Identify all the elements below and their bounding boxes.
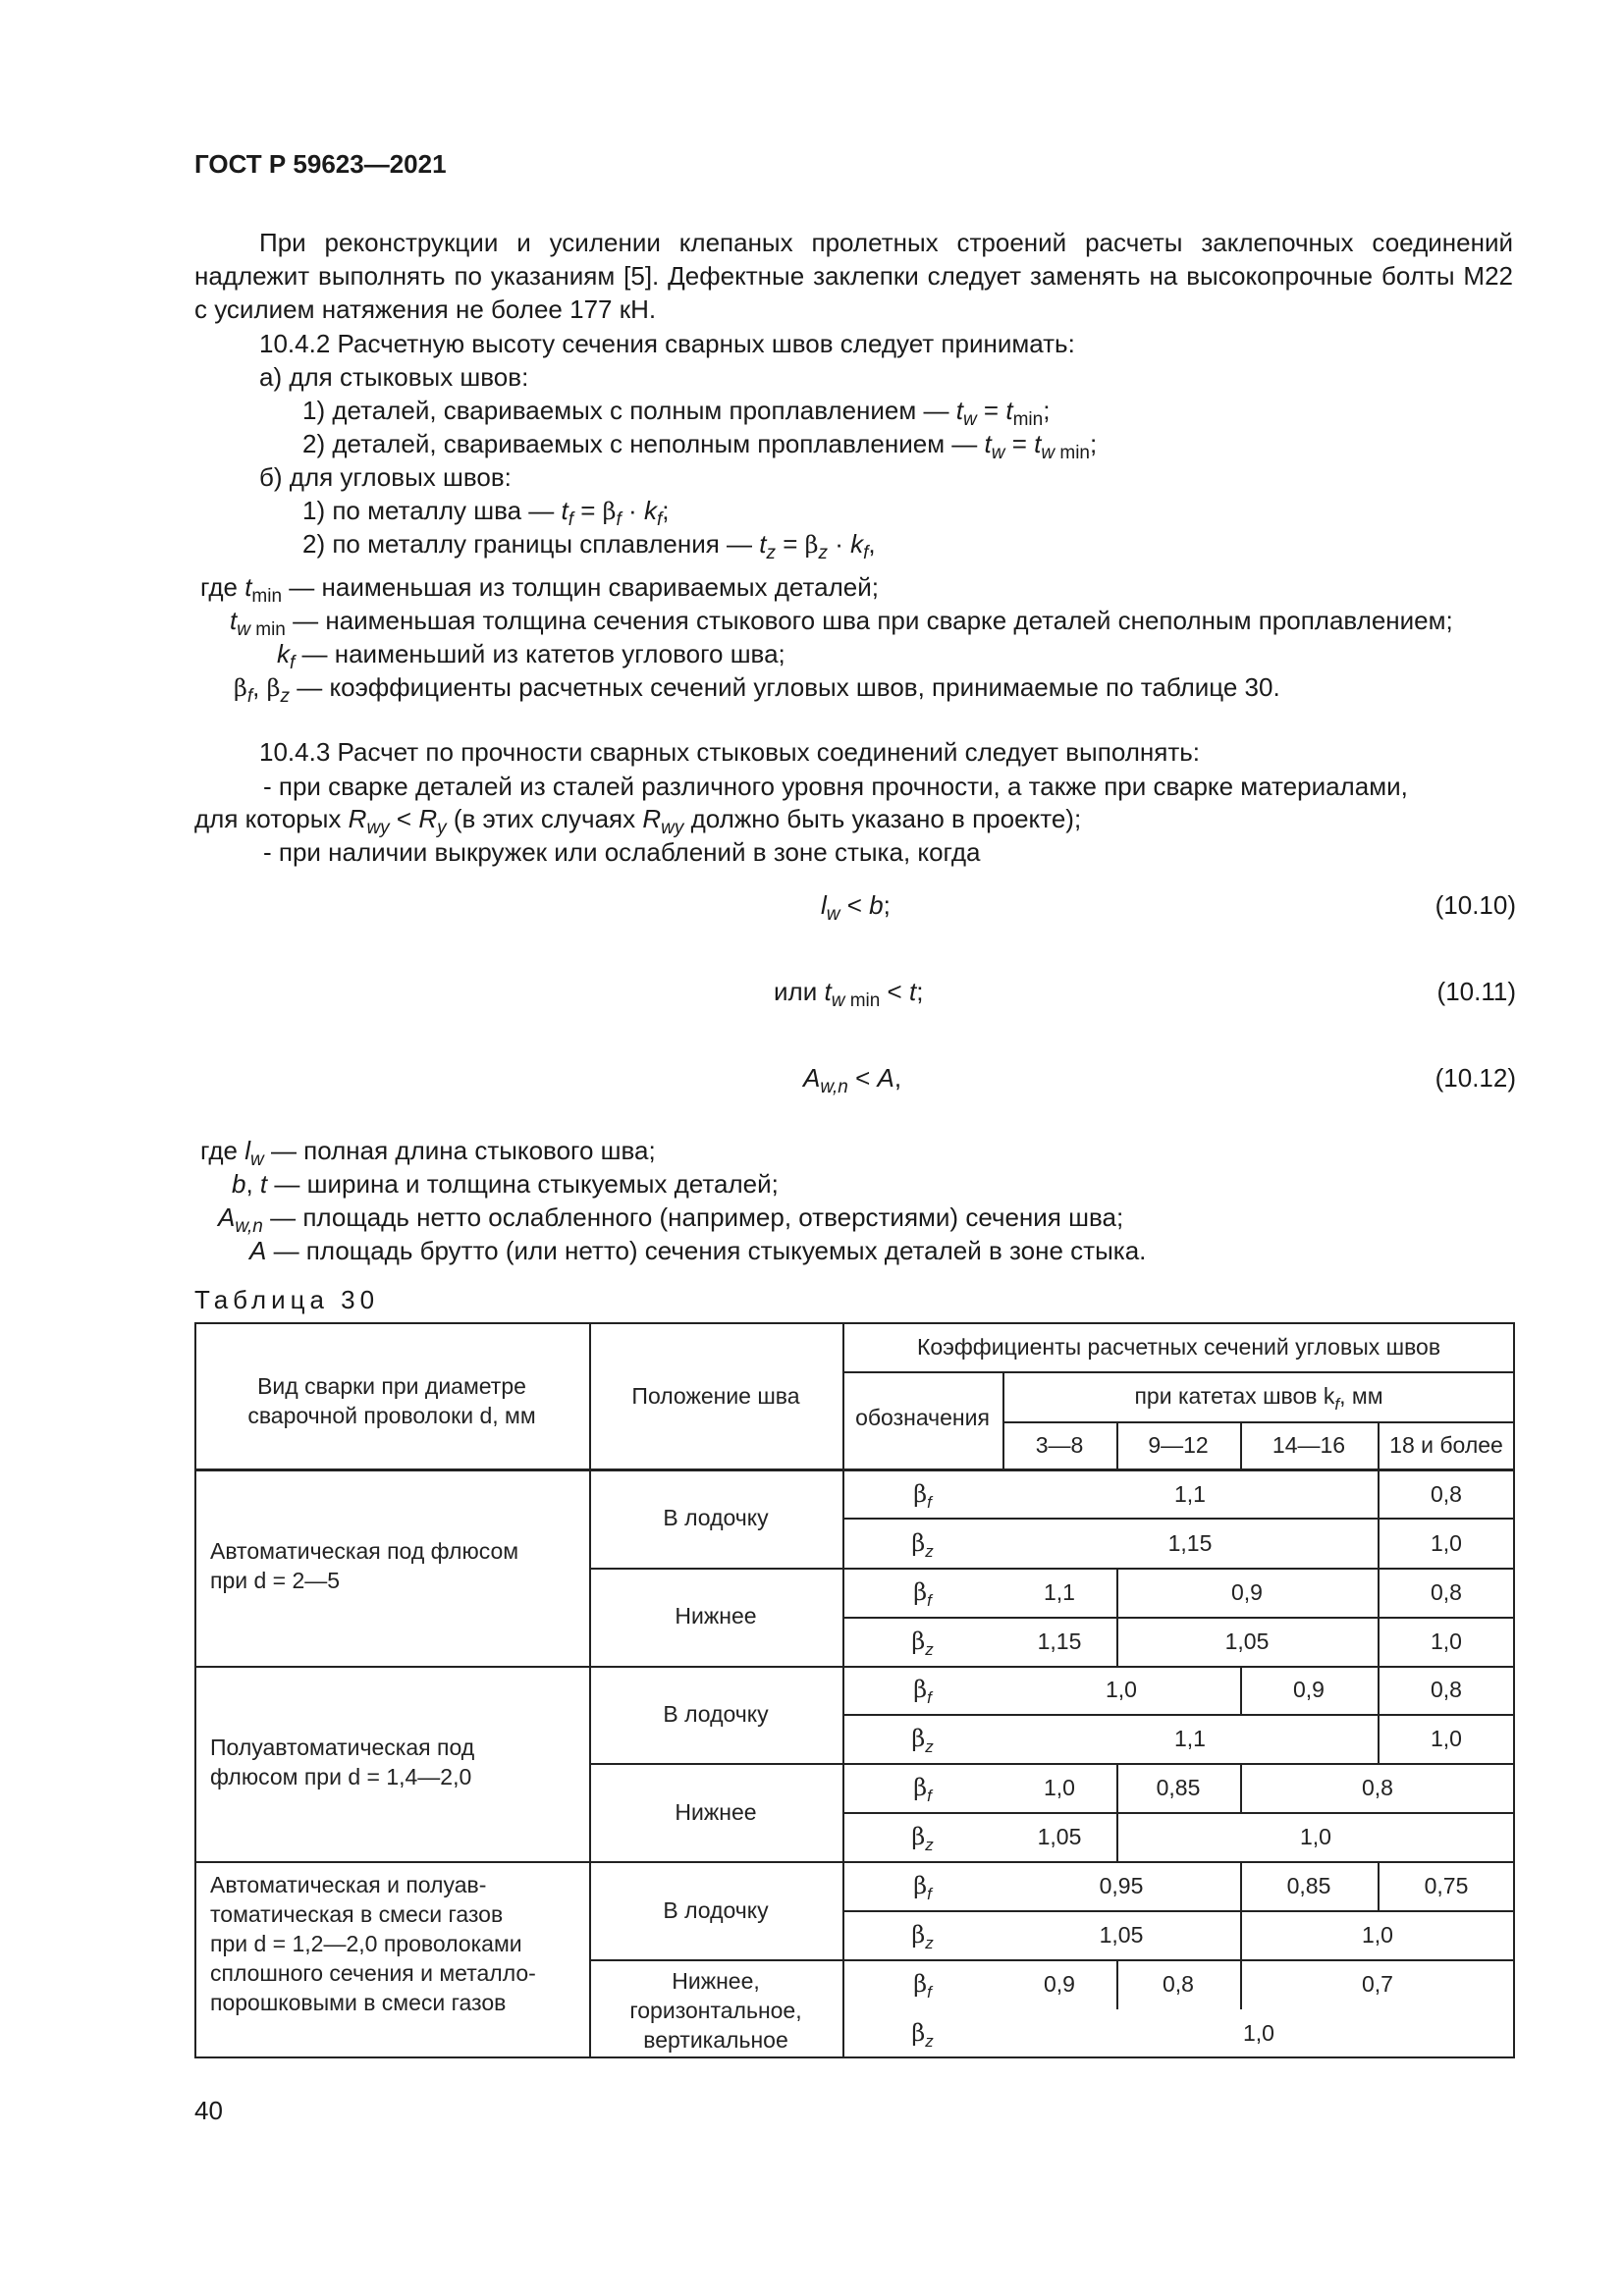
def-twmin: $t_{w min}$ — наименьшая толщина сечения стыкового шва при сварке деталей снеполным проплавлением; [230,606,1453,640]
equation-number-10-12: (10.12) [1435,1063,1516,1093]
position-flat: Нижнее [675,1603,757,1629]
header-welding-type: Вид сварки при диаметре сварочной проволоки d, мм [247,1373,536,1428]
value-cell: 1,0 [1431,1726,1462,1751]
value-cell: 0,9 [1044,1971,1075,1997]
value-cell: 1,0 [1362,1922,1393,1948]
item-b2: 2) по металлу границы сплавления — $t_z = \beta_z \cdot k_f$, [302,529,876,563]
header-range-9-12: 9—12 [1148,1432,1209,1458]
def-tmin: где $t_{min}$ — наименьшая из толщин свариваемых деталей; [200,572,879,607]
def-kf: $k_f$ — наименьший из катетов углового шва; [277,639,785,673]
symbol-beta-z: $\beta_z$ [911,1725,934,1756]
symbol-beta-f: $\beta_f$ [913,1676,932,1707]
item-b1: 1) по металлу шва — $t_f = \beta_f \cdot k_f$; [302,496,670,530]
value-cell: 1,15 [1167,1530,1213,1556]
value-cell: 1,1 [1044,1579,1075,1605]
section-10-4-3-heading: 10.4.3 Расчет по прочности сварных стыковых соединений следует выполнять: [259,737,1201,767]
position-boat: В лодочку [663,1897,769,1923]
position-flat-horizontal-vertical: Нижнее, горизонтальное, вертикальное [629,1968,802,2053]
symbol-beta-f: $\beta_f$ [913,1578,932,1610]
def-a: A — площадь брутто (или нетто) сечения стыкуемых деталей в зоне стыка. [249,1236,1147,1265]
symbol-beta-f: $\beta_f$ [913,1970,932,2002]
table-row-line [842,1714,1515,1716]
table-head-line [1002,1421,1515,1423]
value-cell: 1,0 [1431,1629,1462,1654]
section-10-4-2-heading: 10.4.2 Расчетную высоту сечения сварных швов следует принимать: [259,329,1075,358]
welding-type-semi-auto-flux: Полуавтоматическая под флюсом при d = 1,4—2,0 [210,1735,475,1789]
table-caption: Таблица 30 [194,1285,380,1314]
header-range-18-plus: 18 и более [1389,1432,1503,1458]
position-boat: В лодочку [663,1505,769,1530]
table-border-left [194,1322,196,2058]
item-a-label: а) для стыковых швов: [259,362,529,392]
header-designation: обозначения [855,1405,990,1430]
table-group-line [194,1666,1515,1668]
def-betas: $\beta_f$, $\beta_z$ — коэффициенты расчетных сечений угловых швов, принимаемые по таблице 30. [234,672,1280,707]
equation-number-10-11: (10.11) [1436,977,1516,1006]
value-cell: 0,7 [1362,1971,1393,1997]
table-row-line [842,1812,1515,1814]
symbol-beta-z: $\beta_z$ [911,1628,934,1659]
header-position: Положение шва [631,1383,800,1409]
value-cell: 1,0 [1106,1677,1137,1702]
symbol-beta-z: $\beta_z$ [911,1529,934,1561]
value-cell: 0,8 [1362,1775,1393,1800]
equation-number-10-10: (10.10) [1435,890,1516,920]
symbol-beta-z: $\beta_z$ [911,1823,934,1854]
value-cell: 1,1 [1174,1726,1206,1751]
item-a2: 2) деталей, свариваемых с неполным проплавлением — $t_w = t_{w min}$; [302,429,1098,463]
coefficients-table [194,1322,1515,2058]
table-row-line [589,1568,1515,1570]
item-1-line-a: - при сварке деталей из сталей различного уровня прочности, а также при сварке материалами, [263,772,1408,801]
table-border-bottom [194,2056,1515,2058]
item-a1: 1) деталей, свариваемых с полным проплавлением — $t_w = t_{min}$; [302,396,1051,430]
header-range-14-16: 14—16 [1272,1432,1346,1458]
value-cell: 0,95 [1099,1873,1144,1898]
value-cell: 1,1 [1174,1481,1206,1507]
table-head-separator [194,1468,1515,1471]
value-cell: 0,8 [1431,1677,1462,1702]
value-cell: 0,9 [1293,1677,1325,1702]
value-cell: 0,8 [1431,1579,1462,1605]
position-flat: Нижнее [675,1799,757,1825]
table-row-line [842,1617,1515,1619]
value-cell: 0,85 [1286,1873,1331,1898]
table-col-line [589,1322,591,2058]
item-b-label: б) для угловых швов: [259,462,512,492]
symbol-beta-z: $\beta_z$ [911,1921,934,1952]
table-row-line [589,1959,1515,1961]
item-2: - при наличии выкружек или ослаблений в зоне стыка, когда [263,837,981,867]
value-cell: 1,05 [1037,1824,1082,1849]
equation-10-12: $A_{w,n} < A$, [803,1063,902,1097]
value-cell: 1,0 [1243,2020,1274,2046]
header-range-3-8: 3—8 [1035,1432,1084,1458]
value-cell: 0,85 [1156,1775,1201,1800]
table-row-line [589,1763,1515,1765]
header-legs: при катетах швов $k_f$, мм [1134,1383,1383,1414]
def-b-t: b, t — ширина и толщина стыкуемых деталей; [232,1169,779,1199]
value-cell: 1,15 [1037,1629,1082,1654]
def-awn: $A_{w,n}$ — площадь нетто ослабленного (например, отверстиями) сечения шва; [218,1202,1124,1237]
symbol-beta-f: $\beta_f$ [913,1480,932,1512]
def-lw: где $l_w$ — полная длина стыкового шва; [200,1136,656,1170]
value-cell: 1,05 [1099,1922,1144,1948]
table-head-line [842,1371,1515,1373]
header-coefficients: Коэффициенты расчетных сечений угловых швов [916,1334,1441,1360]
symbol-beta-z: $\beta_z$ [911,2019,934,2051]
equation-10-11: или $t_{w min} < t$; [774,977,924,1011]
table-row-line [842,1910,1515,1912]
welding-type-gas-mix: Автоматическая и полуав- томатическая в смеси газов при d = 1,2—2,0 проволоками сплошного сечения и металло- порошковыми в смеси газов [210,1872,536,2015]
value-cell: 0,9 [1231,1579,1263,1605]
welding-type-auto-flux: Автоматическая под флюсом при d = 2—5 [210,1538,519,1593]
symbol-beta-f: $\beta_f$ [913,1872,932,1903]
document-header: ГОСТ Р 59623—2021 [194,149,447,179]
value-cell: 1,05 [1224,1629,1270,1654]
value-cell: 1,0 [1431,1530,1462,1556]
page-number: 40 [194,2096,223,2125]
value-cell: 0,8 [1431,1481,1462,1507]
equation-10-10: $l_w < b$; [821,890,891,925]
table-border-top [194,1322,1515,1324]
value-cell: 0,8 [1163,1971,1194,1997]
item-1-line-b: для которых $R_{wy} < R_y$ (в этих случаях $R_{wy}$ должно быть указано в проекте); [194,804,1082,838]
table-row-line [842,1518,1515,1520]
value-cell: 1,0 [1300,1824,1331,1849]
value-cell: 0,75 [1424,1873,1469,1898]
table-group-line [194,1861,1515,1863]
symbol-beta-f: $\beta_f$ [913,1774,932,1805]
value-cell: 1,0 [1044,1775,1075,1800]
position-boat: В лодочку [663,1701,769,1727]
intro-paragraph: При реконструкции и усилении клепаных пролетных строений расчеты заклепочных соединений надлежит выполнять по указаниям [5]. Дефектные заклепки следует заменять на высокопрочные болты М22 с усилием натяжения не более 177 кН. [194,228,1513,324]
